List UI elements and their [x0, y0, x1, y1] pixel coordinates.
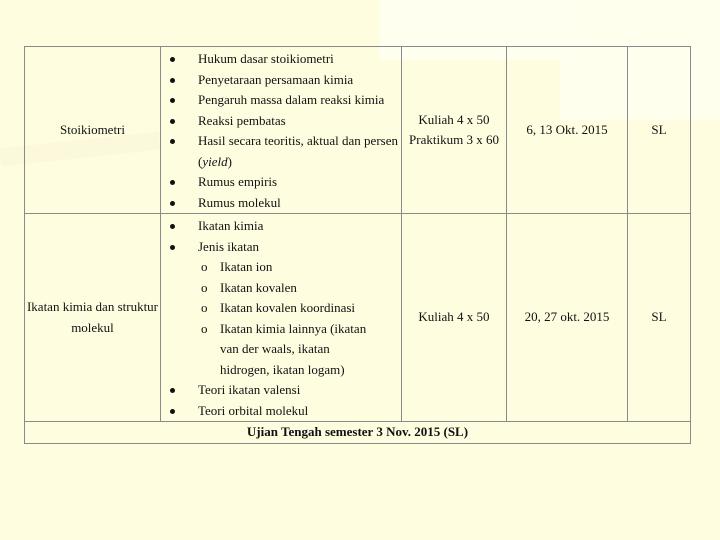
topic-label: Ikatan kimia dan struktur molekul — [26, 299, 159, 335]
lecturer-cell — [628, 214, 691, 422]
exam-cell — [25, 422, 691, 444]
item-tail: ) — [227, 153, 232, 169]
date-cell — [507, 47, 628, 214]
date-text: 6, 13 Okt. 2015 — [526, 121, 608, 137]
list-item: Teori orbital molekul — [161, 401, 401, 422]
sub-item-text: Ikatan kimia lainnya (ikatan — [220, 320, 367, 336]
list-item: Rumus empiris — [161, 172, 401, 193]
table-row — [25, 47, 691, 214]
sub-list-item: o Ikatan kovalen — [190, 278, 401, 299]
schedule-cell — [402, 47, 507, 214]
subtopics-cell — [161, 47, 402, 214]
sub-list — [198, 257, 401, 339]
lecturer-code: SL — [651, 121, 667, 137]
list-item — [161, 131, 401, 172]
topic-cell — [25, 47, 161, 214]
schedule-lecture: Kuliah 4 x 50 — [418, 111, 490, 127]
item-text: Hasil secara teoritis, aktual dan persen ( — [198, 133, 398, 169]
schedule-lecture: Kuliah 4 x 50 — [418, 309, 490, 325]
list-item: Rumus molekul — [161, 193, 401, 214]
list-item: Penyetaraan persamaan kimia — [161, 70, 401, 91]
topic-label: Stoikiometri — [60, 121, 125, 137]
date-cell — [507, 214, 628, 422]
course-schedule-table — [24, 46, 691, 444]
schedule-cell — [402, 214, 507, 422]
list-item — [161, 237, 401, 381]
topic-cell — [25, 214, 161, 422]
table-row — [25, 214, 691, 422]
exam-row — [25, 422, 691, 444]
sub-item-continuation: van der waals, ikatan — [220, 341, 330, 356]
subtopic-list — [161, 49, 401, 213]
item-italic: yield — [202, 153, 228, 169]
schedule-practicum: Praktikum 3 x 60 — [409, 132, 499, 147]
sub-list-item: o Ikatan ion — [190, 257, 401, 278]
sub-list-item: o Ikatan kovalen koordinasi — [190, 298, 401, 319]
sub-item-continuation: hidrogen, ikatan logam) — [220, 361, 345, 377]
subtopic-list — [161, 216, 401, 421]
sub-list-item — [190, 319, 401, 340]
list-item: Hukum dasar stoikiometri — [161, 49, 401, 70]
lecturer-code: SL — [651, 309, 667, 325]
subtopics-cell — [161, 214, 402, 422]
list-item: Pengaruh massa dalam reaksi kimia — [161, 90, 401, 111]
date-text: 20, 27 okt. 2015 — [524, 309, 610, 325]
item-text: Jenis ikatan — [198, 238, 260, 254]
exam-label: Ujian Tengah semester 3 Nov. 2015 (SL) — [246, 424, 469, 439]
lecturer-cell — [628, 47, 691, 214]
list-item: Reaksi pembatas — [161, 111, 401, 132]
list-item: Ikatan kimia — [161, 216, 401, 237]
list-item: Teori ikatan valensi — [161, 380, 401, 401]
